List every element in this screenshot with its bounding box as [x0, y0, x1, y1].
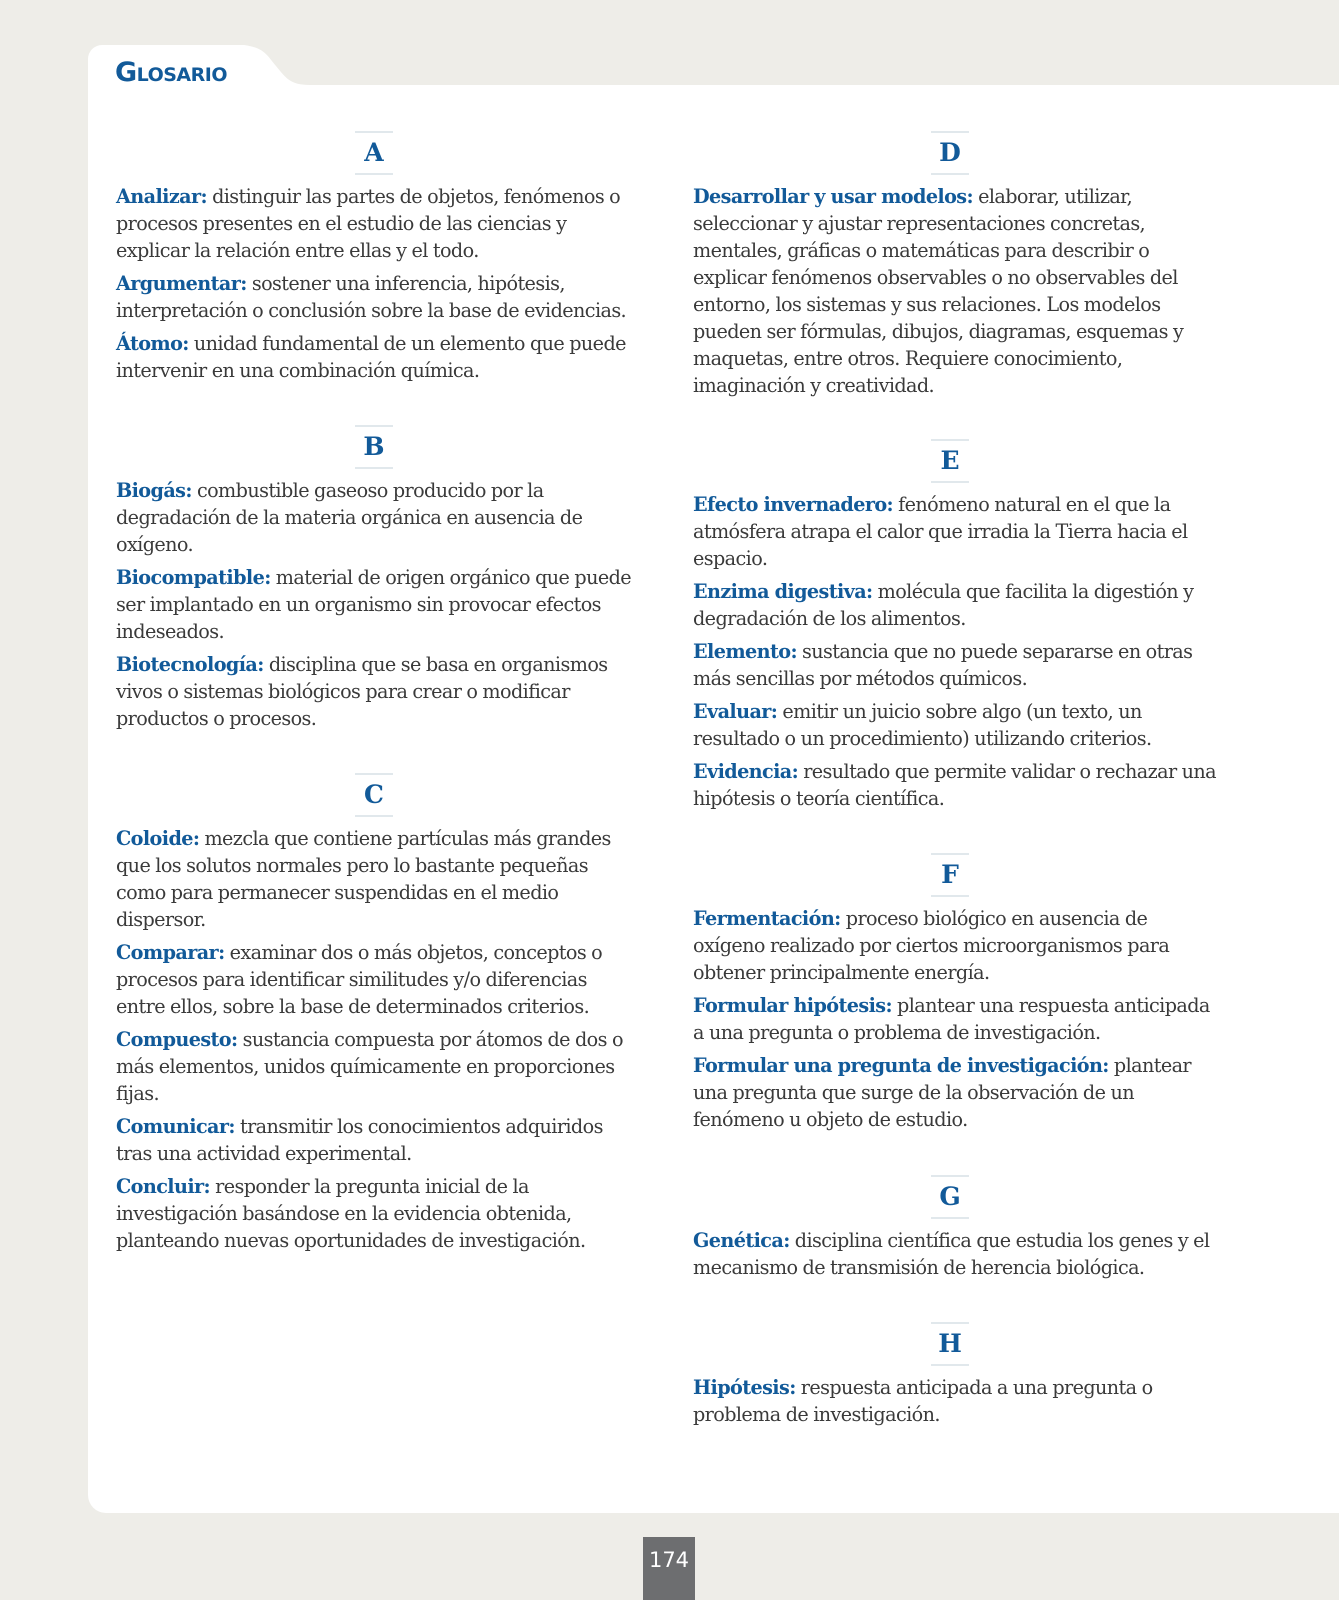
- glossary-entry: [116, 939, 636, 1020]
- tab-cutout: [270, 42, 1339, 85]
- entry-term: Evaluar:: [693, 700, 778, 723]
- entry-definition: distinguir las partes de objetos, fenómenos o procesos presentes en el estudio de las ciencias y explicar la relación entre ellas y el todo.: [116, 185, 621, 262]
- entry-term: Efecto invernadero:: [693, 493, 894, 516]
- letter-f: F: [941, 860, 959, 889]
- entry-definition: plantear una pregunta que surge de la observación de un fenómeno u objeto de estudio.: [693, 1054, 1191, 1131]
- entry-definition: disciplina científica que estudia los genes y el mecanismo de transmisión de herencia biológica.: [693, 1229, 1210, 1279]
- letter-h: H: [938, 1329, 962, 1358]
- glossary-entry: [693, 491, 1223, 572]
- entry-definition: sostener una inferencia, hipótesis, interpretación o conclusión sobre la base de evidencias.: [116, 272, 627, 322]
- letter-c: C: [364, 780, 384, 809]
- letter-e: E: [940, 446, 960, 475]
- entry-definition: unidad fundamental de un elemento que puede intervenir en una combinación química.: [116, 332, 626, 382]
- entry-term: Átomo:: [116, 332, 189, 355]
- letter-heading-d: [931, 131, 969, 175]
- entry-definition: mezcla que contiene partículas más grandes que los solutos normales pero lo bastante pequeñas como para permanecer suspendidas en el medio dispersor.: [116, 827, 611, 931]
- glossary-entry: [693, 1374, 1223, 1428]
- glossary-entry: [693, 1227, 1223, 1281]
- glossary-entry: [693, 905, 1223, 986]
- entries-c: [116, 825, 636, 1260]
- entry-term: Comparar:: [116, 941, 225, 964]
- letter-g: G: [939, 1182, 961, 1211]
- entry-term: Fermentación:: [693, 907, 841, 930]
- glossary-entry: [116, 825, 636, 933]
- entry-term: Elemento:: [693, 640, 797, 663]
- letter-heading-b: [355, 425, 393, 469]
- letter-b: B: [363, 432, 385, 461]
- entry-term: Hipótesis:: [693, 1376, 796, 1399]
- entry-term: Analizar:: [116, 185, 207, 208]
- page-number-badge: [643, 1537, 695, 1600]
- glossary-entry: [693, 758, 1223, 812]
- entry-definition: combustible gaseoso producido por la degradación de la materia orgánica en ausencia de oxígeno.: [116, 479, 583, 556]
- entry-definition: examinar dos o más objetos, conceptos o procesos para identificar similitudes y/o diferencias entre ellos, sobre la base de determinados criterios.: [116, 941, 603, 1018]
- entry-definition: disciplina que se basa en organismos vivos o sistemas biológicos para crear o modificar productos o procesos.: [116, 653, 608, 730]
- entry-definition: transmitir los conocimientos adquiridos tras una actividad experimental.: [116, 1115, 603, 1165]
- glossary-entry: [116, 1173, 636, 1254]
- glossary-entry: [693, 578, 1223, 632]
- entries-b: [116, 477, 636, 738]
- entry-definition: material de origen orgánico que puede ser implantado en un organismo sin provocar efectos indeseados.: [116, 566, 632, 643]
- entry-term: Enzima digestiva:: [693, 580, 873, 603]
- glossary-entry: [116, 651, 636, 732]
- entry-term: Concluir:: [116, 1175, 211, 1198]
- entry-definition: plantear una respuesta anticipada a una pregunta o problema de investigación.: [693, 994, 1210, 1044]
- glossary-entry: [693, 1052, 1223, 1133]
- entry-definition: proceso biológico en ausencia de oxígeno realizado por ciertos microorganismos para obtener principalmente energía.: [693, 907, 1170, 984]
- entry-term: Genética:: [693, 1229, 790, 1252]
- glossary-entry: [693, 992, 1223, 1046]
- entry-definition: sustancia que no puede separarse en otras más sencillas por métodos químicos.: [693, 640, 1193, 690]
- entry-definition: emitir un juicio sobre algo (un texto, un resultado o un procedimiento) utilizando criterios.: [693, 700, 1152, 750]
- entry-term: Biocompatible:: [116, 566, 271, 589]
- entry-term: Formular una pregunta de investigación:: [693, 1054, 1109, 1077]
- entry-term: Biotecnología:: [116, 653, 264, 676]
- letter-d: D: [939, 138, 961, 167]
- glossary-entry: [116, 1113, 636, 1167]
- entries-f: [693, 905, 1223, 1139]
- entry-term: Formular hipótesis:: [693, 994, 892, 1017]
- entry-term: Coloide:: [116, 827, 200, 850]
- entry-definition: elaborar, utilizar, seleccionar y ajustar representaciones concretas, mentales, gráficas o matemáticas para describir o explicar fenómenos observables o no observables del entorno, los sistemas y sus relaciones. Los modelos pueden ser fórmulas, dibujos, diagramas, esquemas y maquetas, entre otros. Requiere conocimiento, imaginación y creatividad.: [693, 185, 1184, 397]
- glossary-entry: [116, 477, 636, 558]
- glossary-entry: [116, 183, 636, 264]
- glossary-entry: [116, 270, 636, 324]
- entries-h: [693, 1374, 1223, 1434]
- glossary-entry: [116, 330, 636, 384]
- entry-term: Argumentar:: [116, 272, 247, 295]
- entry-definition: sustancia compuesta por átomos de dos o más elementos, unidos químicamente en proporciones fijas.: [116, 1028, 623, 1105]
- entry-definition: respuesta anticipada a una pregunta o problema de investigación.: [693, 1376, 1153, 1426]
- letter-heading-f: [931, 853, 969, 897]
- letter-heading-h: [931, 1322, 969, 1366]
- glossary-entry: [693, 638, 1223, 692]
- letter-heading-a: [355, 131, 393, 175]
- page-number: 174: [648, 1548, 690, 1572]
- entry-term: Comunicar:: [116, 1115, 235, 1138]
- glossary-entry: [116, 564, 636, 645]
- entry-definition: fenómeno natural en el que la atmósfera atrapa el calor que irradia la Tierra hacia el espacio.: [693, 493, 1188, 570]
- entry-term: Biogás:: [116, 479, 192, 502]
- entry-term: Evidencia:: [693, 760, 799, 783]
- entry-definition: molécula que facilita la digestión y degradación de los alimentos.: [693, 580, 1194, 630]
- page-title: Glosario: [115, 57, 227, 88]
- entries-d: [693, 183, 1223, 405]
- entry-definition: resultado que permite validar o rechazar una hipótesis o teoría científica.: [693, 760, 1217, 810]
- glossary-entry: [693, 183, 1223, 399]
- entries-e: [693, 491, 1223, 818]
- entries-g: [693, 1227, 1223, 1287]
- letter-heading-g: [931, 1175, 969, 1219]
- entries-a: [116, 183, 636, 390]
- tab-curve: [220, 42, 330, 88]
- entry-term: Compuesto:: [116, 1028, 238, 1051]
- glossary-entry: [116, 1026, 636, 1107]
- letter-a: A: [364, 138, 384, 167]
- entry-definition: responder la pregunta inicial de la investigación basándose en la evidencia obtenida, planteando nuevas oportunidades de investigación.: [116, 1175, 586, 1252]
- entry-term: Desarrollar y usar modelos:: [693, 185, 973, 208]
- letter-heading-e: [931, 439, 969, 483]
- letter-heading-c: [355, 773, 393, 817]
- glossary-entry: [693, 698, 1223, 752]
